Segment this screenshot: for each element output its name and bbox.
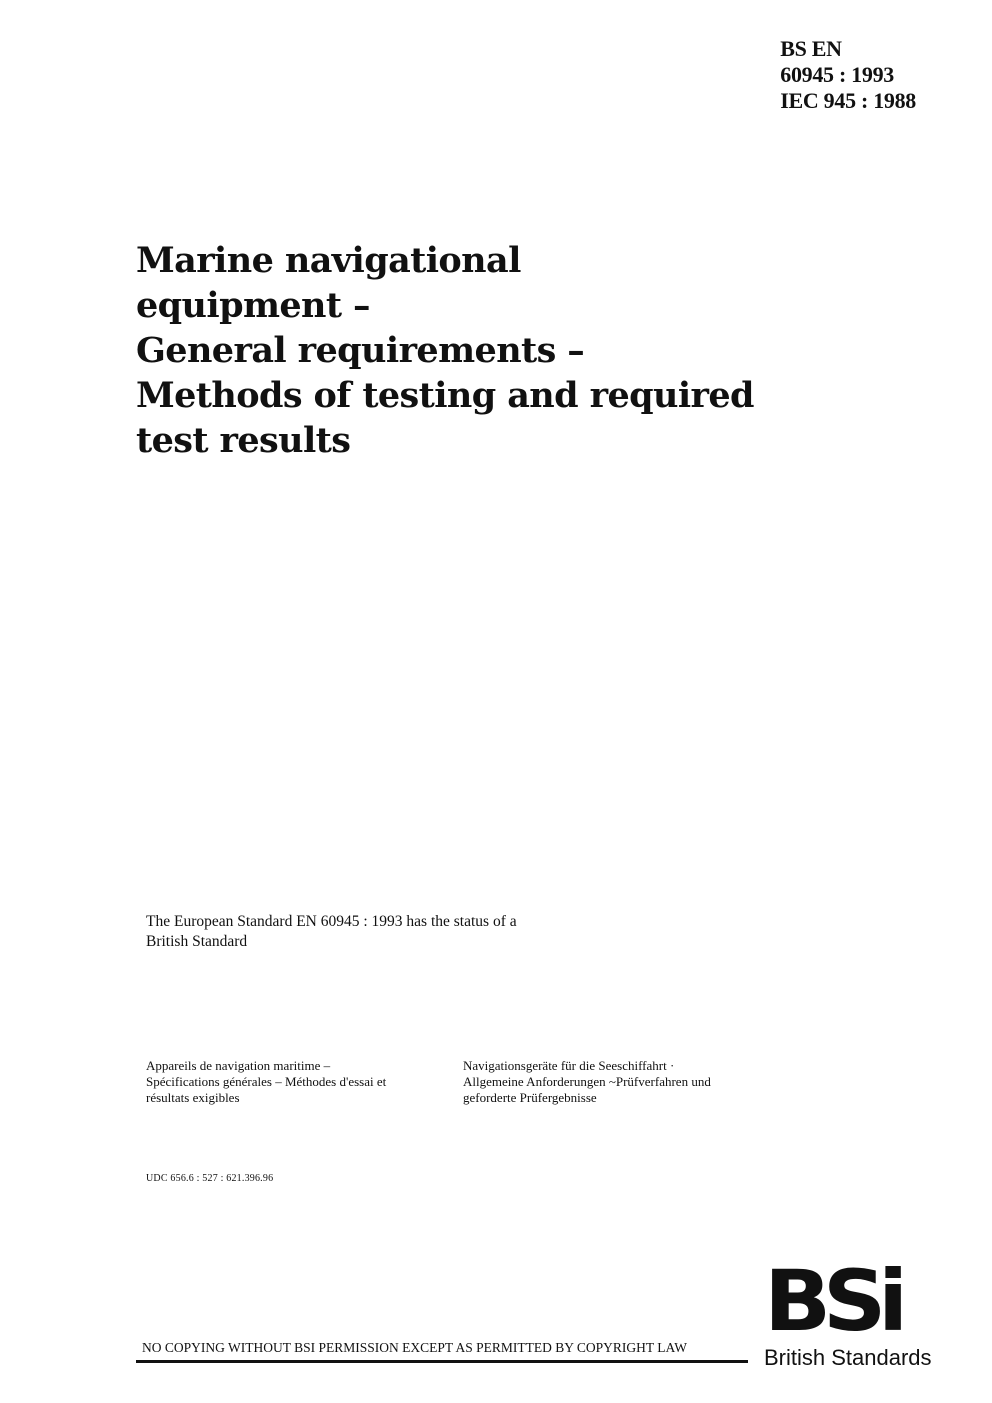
standard-identifier <box>780 36 916 114</box>
bsi-logo-mark: BSi <box>764 1252 900 1350</box>
german-title-line: Navigationsgeräte für die Seeschiffahrt · <box>463 1058 675 1073</box>
german-title <box>463 1058 763 1106</box>
french-title-line: Appareils de navigation maritime – <box>146 1058 331 1073</box>
german-title-line: geforderte Prüfergebnisse <box>463 1090 597 1105</box>
french-title-line: résultats exigibles <box>146 1090 240 1105</box>
title-line: equipment – <box>136 285 370 326</box>
french-title <box>146 1058 436 1106</box>
status-line: British Standard <box>146 933 248 950</box>
status-line: The European Standard EN 60945 : 1993 has the status of a <box>146 913 517 930</box>
document-title <box>136 238 856 463</box>
bsi-logo-wordmark: British Standards <box>764 1345 932 1370</box>
standard-number-line: BS EN <box>780 36 842 61</box>
title-line: Marine navigational <box>136 240 521 281</box>
bsi-logo <box>764 1252 946 1373</box>
standard-number-line: 60945 : 1993 <box>780 62 894 87</box>
french-title-line: Spécifications générales – Méthodes d'essai et <box>146 1074 387 1089</box>
udc-classification: UDC 656.6 : 527 : 621.396.96 <box>146 1173 274 1184</box>
title-line: test results <box>136 420 351 461</box>
german-title-line: Allgemeine Anforderungen ~Prüfverfahren und <box>463 1074 711 1089</box>
copyright-notice: NO COPYING WITHOUT BSI PERMISSION EXCEPT AS PERMITTED BY COPYRIGHT LAW <box>136 1340 748 1363</box>
standard-number-line: IEC 945 : 1988 <box>780 88 916 113</box>
status-statement <box>146 912 606 952</box>
title-line: General requirements – <box>136 330 585 371</box>
title-line: Methods of testing and required <box>136 375 754 416</box>
